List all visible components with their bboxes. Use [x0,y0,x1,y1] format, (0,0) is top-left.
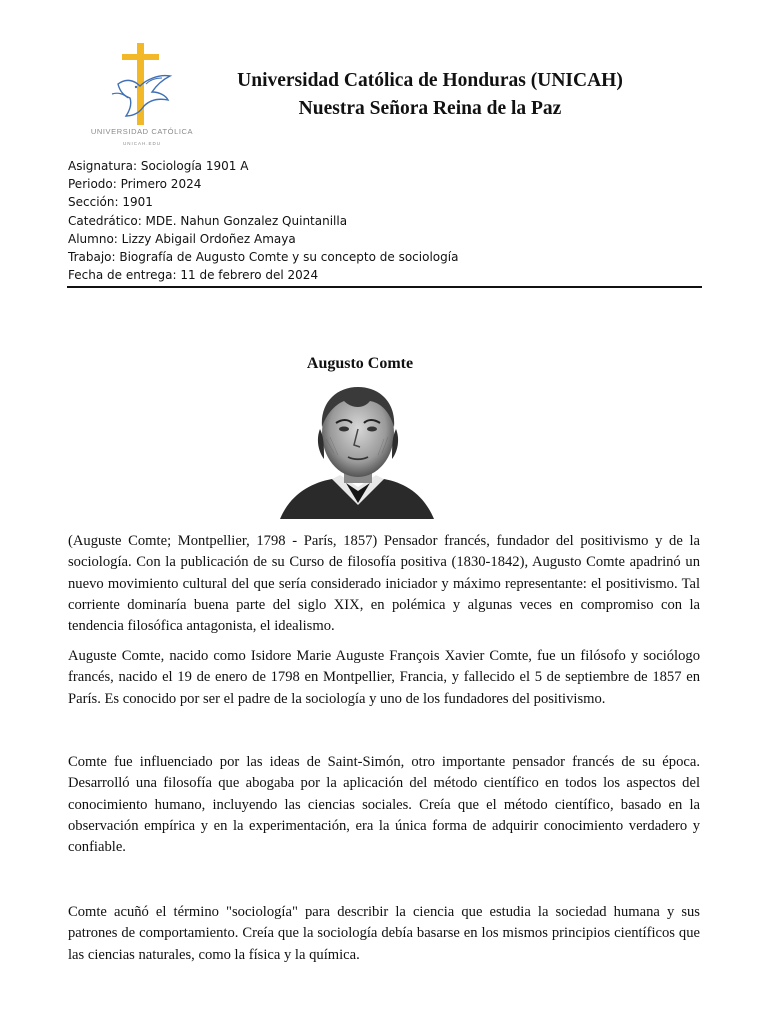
logo-caption: UNIVERSIDAD CATÓLICA [90,127,194,136]
paragraph-influence: Comte fue influenciado por las ideas de Saint-Simón, otro importante pensador francés de su época. Desarrolló una filosofía que abogaba por la aplicación del método científico en todos los aspectos del conocimiento humano, incluyendo las ciencias sociales. Creía que el método científico, basado en la observación empírica y en la experimentación, era la única forma de adquirir conocimiento verdadero y confiable. [68,754,700,856]
campus-name: Nuestra Señora Reina de la Paz [298,98,562,119]
meta-section: Sección: 1901 [68,195,153,210]
meta-subject: Asignatura: Sociología 1901 A [68,159,249,173]
meta-professor: Catedrático: MDE. Nahun Gonzalez Quintanilla [68,213,348,228]
document-title: Augusto Comte [306,355,414,372]
paragraph-sociology: Comte acuñó el término "sociología" para describir la ciencia que estudia la sociedad humana y sus patrones de comportamiento. Creía que la sociología debía basarse en los mismos principios científicos que las ciencias naturales, como la física y la química. [68,904,700,963]
meta-student: Alumno: Lizzy Abigail Ordoñez Amaya [68,231,296,246]
portrait-image [280,383,434,519]
university-name: Universidad Católica de Honduras (UNICAH) [237,70,623,91]
header-divider [67,286,702,288]
meta-due-date: Fecha de entrega: 11 de febrero del 2024 [68,268,319,283]
logo-subcaption: UNICAH.EDU [122,141,161,146]
assignment-info [68,157,702,284]
paragraph-birth: Auguste Comte, nacido como Isidore Marie Auguste François Xavier Comte, fue un filósofo y sociólogo francés, nacido el 19 de enero de 1798 en Montpellier, Francia, y fallecido el 5 de septiembre de 1857 en París. Es conocido por ser el padre de la sociología y uno de los fundadores del positivismo. [68,648,700,707]
paragraph-intro: (Auguste Comte; Montpellier, 1798 - París, 1857) Pensador francés, fundador del positivismo y de la sociología. Con la publicación de su Curso de filosofía positiva (1830-1842), Augusto Comte apadrinó un nuevo movimiento cultural del que sería considerado iniciador y máximo representante: el positivismo. Tal corriente dominaría buena parte del siglo XIX, en polémica y algunas veces en compromiso con la tendencia filosófica antagonista, el idealismo. [68,533,700,635]
meta-period: Periodo: Primero 2024 [68,177,202,192]
meta-assignment: Trabajo: Biografía de Augusto Comte y su concepto de sociología [68,250,459,265]
